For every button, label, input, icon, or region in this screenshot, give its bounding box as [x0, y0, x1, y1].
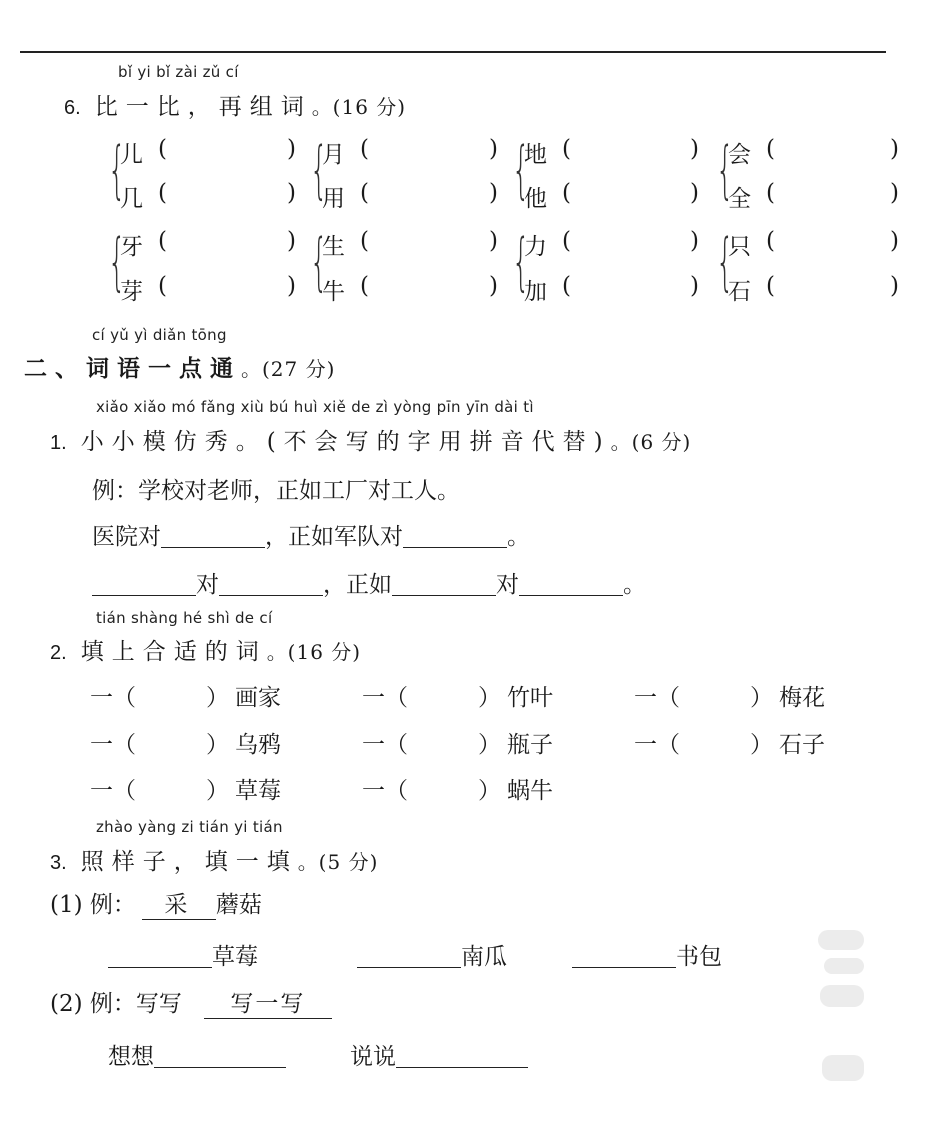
brace-icon: {: [108, 225, 126, 298]
q1-line2-text-b: ，正如军队对: [265, 524, 403, 550]
q3-sub2-item-1: [108, 1038, 286, 1071]
q2-title: 填上合适的词: [80, 639, 267, 665]
answer-blank-open[interactable]: (: [562, 228, 571, 254]
compare-char: 加: [524, 279, 547, 305]
q2-pinyin: tián shàng hé shì de cí: [96, 609, 273, 627]
answer-blank-close: ): [489, 136, 498, 162]
q1-number: 1.: [50, 432, 67, 454]
answer-blank-close: ): [690, 180, 699, 206]
q1-blank-5[interactable]: [392, 571, 496, 596]
measure-word-item: [90, 726, 281, 759]
compare-char: 会: [728, 142, 751, 168]
answer-blank-open[interactable]: (: [158, 273, 167, 299]
answer-blank-close: ): [890, 180, 899, 206]
answer-blank-open[interactable]: (: [562, 273, 571, 299]
q6-score: 。(16 分): [311, 95, 407, 119]
measure-suffix: ）: [478, 732, 501, 758]
q3-heading: [50, 843, 378, 876]
answer-blank-close: ): [690, 273, 699, 299]
q1-blank-3[interactable]: [92, 571, 196, 596]
q3-sub1-item-2: [357, 938, 507, 971]
q3-number: 3.: [50, 852, 67, 874]
measure-word-item: [362, 726, 553, 759]
measure-word-item: [362, 679, 553, 712]
answer-blank-open[interactable]: (: [766, 228, 775, 254]
q3-sub2-blank-2[interactable]: [396, 1043, 528, 1068]
q1-line2-text-c: 。: [507, 524, 530, 550]
measure-suffix: ）: [750, 685, 773, 711]
watermark-mark: [822, 1055, 864, 1081]
q3-pinyin: zhào yàng zi tián yi tián: [96, 818, 283, 836]
measure-suffix: ）: [478, 778, 501, 804]
q2-number: 2.: [50, 642, 67, 664]
measure-prefix: 一（: [90, 732, 136, 758]
section2-title: 二、词语一点通: [24, 355, 241, 382]
compare-char: 牛: [322, 279, 345, 305]
watermark-mark: [824, 958, 864, 974]
compare-char: 牙: [120, 234, 143, 260]
q3-sub2-example: [50, 985, 332, 1019]
q1-title: 小小模仿秀: [80, 429, 236, 455]
measure-noun: 蜗牛: [507, 778, 553, 804]
compare-char: 用: [322, 186, 345, 212]
section2-heading: [24, 350, 335, 383]
compare-char: 只: [728, 234, 751, 260]
answer-blank-close: ): [287, 228, 296, 254]
q1-score: 。(6 分): [610, 430, 692, 454]
measure-noun: 石子: [779, 732, 825, 758]
q1-example: 例：学校对老师，正如工厂对工人。: [92, 478, 460, 504]
compare-char: 月: [322, 142, 345, 168]
q3-sub1-label: (1) 例：: [50, 892, 136, 918]
measure-suffix: ）: [750, 732, 773, 758]
measure-word-item: [90, 772, 281, 805]
compare-char: 力: [524, 234, 547, 260]
q3-score: 。(5 分): [297, 850, 379, 874]
measure-prefix: 一（: [362, 732, 408, 758]
measure-suffix: ）: [206, 778, 229, 804]
answer-blank-open[interactable]: (: [158, 180, 167, 206]
compare-char: 儿: [120, 142, 143, 168]
answer-blank-close: ): [287, 273, 296, 299]
answer-blank-open[interactable]: (: [360, 273, 369, 299]
q1-blank-6[interactable]: [519, 571, 623, 596]
answer-blank-close: ): [890, 136, 899, 162]
brace-icon: {: [108, 133, 126, 206]
q3-sub1-item-1-word: 草莓: [212, 944, 258, 970]
answer-blank-close: ): [287, 136, 296, 162]
q3-sub1-blank-1[interactable]: [108, 943, 212, 968]
answer-blank-open[interactable]: (: [360, 228, 369, 254]
brace-icon: {: [716, 133, 734, 206]
q3-sub1-item-3: [572, 938, 722, 971]
measure-prefix: 一（: [634, 685, 680, 711]
q1-line2: [92, 518, 530, 551]
q1-blank-1[interactable]: [161, 523, 265, 548]
q3-sub2-answer: 写一写: [204, 985, 332, 1019]
section2-score: 。(27 分): [241, 357, 336, 381]
answer-blank-open[interactable]: (: [562, 180, 571, 206]
measure-suffix: ）: [206, 732, 229, 758]
measure-noun: 乌鸦: [235, 732, 281, 758]
measure-noun: 竹叶: [507, 685, 553, 711]
watermark-mark: [818, 930, 864, 950]
brace-icon: {: [310, 225, 328, 298]
answer-blank-close: ): [690, 136, 699, 162]
answer-blank-open[interactable]: (: [360, 136, 369, 162]
answer-blank-open[interactable]: (: [562, 136, 571, 162]
brace-icon: {: [512, 225, 530, 298]
q3-sub2-blank-1[interactable]: [154, 1043, 286, 1068]
answer-blank-close: ): [489, 273, 498, 299]
q1-line2-text-a: 医院对: [92, 524, 161, 550]
brace-icon: {: [512, 133, 530, 206]
measure-word-item: [634, 726, 825, 759]
brace-icon: {: [716, 225, 734, 298]
q1-line3-text-a: 对: [196, 572, 219, 598]
q6-pinyin: bǐ yi bǐ zài zǔ cí: [118, 63, 239, 81]
q2-heading: [50, 633, 361, 666]
q6-number: 6.: [64, 97, 81, 119]
q3-sub2-item-2-word: 说说: [350, 1044, 396, 1070]
answer-blank-close: ): [890, 228, 899, 254]
answer-blank-close: ): [890, 273, 899, 299]
answer-blank-open[interactable]: (: [766, 136, 775, 162]
answer-blank-close: ): [489, 228, 498, 254]
measure-suffix: ）: [206, 685, 229, 711]
measure-noun: 梅花: [779, 685, 825, 711]
compare-char: 石: [728, 279, 751, 305]
q1-line3-text-b: ，正如: [323, 572, 392, 598]
measure-noun: 草莓: [235, 778, 281, 804]
compare-char: 生: [322, 234, 345, 260]
q3-sub2-item-2: [350, 1038, 528, 1071]
q6-heading: [64, 88, 406, 121]
compare-char: 几: [120, 186, 143, 212]
q3-sub1-word: 蘑菇: [215, 892, 262, 918]
q1-heading: [50, 423, 691, 456]
compare-char: 芽: [120, 279, 143, 305]
q3-sub1-item-3-word: 书包: [676, 944, 722, 970]
q3-sub2-item-1-word: 想想: [108, 1044, 154, 1070]
q3-sub1-answer: 采: [142, 886, 216, 920]
q3-sub2-label: (2) 例：写写: [50, 991, 182, 1017]
q3-title: 照样子，填一填: [80, 849, 298, 875]
measure-suffix: ）: [478, 685, 501, 711]
q1-pinyin: xiǎo xiǎo mó fǎng xiù bú huì xiě de zì yòng pīn yīn dài tì: [96, 398, 534, 416]
answer-blank-close: ): [489, 180, 498, 206]
q3-sub1-blank-3[interactable]: [572, 943, 676, 968]
answer-blank-open[interactable]: (: [158, 228, 167, 254]
q3-sub1-blank-2[interactable]: [357, 943, 461, 968]
q1-line3: [92, 566, 646, 599]
q1-blank-2[interactable]: [403, 523, 507, 548]
watermark-mark: [820, 985, 864, 1007]
measure-noun: 瓶子: [507, 732, 553, 758]
measure-prefix: 一（: [90, 778, 136, 804]
measure-noun: 画家: [235, 685, 281, 711]
compare-char: 他: [524, 186, 547, 212]
top-rule: [20, 51, 886, 53]
section2-pinyin: cí yǔ yì diǎn tōng: [92, 326, 227, 344]
q3-sub1-example: [50, 886, 262, 920]
answer-blank-open[interactable]: (: [158, 136, 167, 162]
q1-blank-4[interactable]: [219, 571, 323, 596]
q1-line3-text-c: 对: [496, 572, 519, 598]
measure-prefix: 一（: [634, 732, 680, 758]
answer-blank-open[interactable]: (: [766, 180, 775, 206]
measure-word-item: [634, 679, 825, 712]
measure-prefix: 一（: [362, 685, 408, 711]
brace-icon: {: [310, 133, 328, 206]
q3-sub1-item-1: [108, 938, 258, 971]
q6-title: 比一比，再组词: [94, 94, 312, 120]
q1-note: 。(不会写的字用拼音代替): [235, 429, 611, 455]
measure-prefix: 一（: [90, 685, 136, 711]
measure-word-item: [90, 679, 281, 712]
q2-score: 。(16 分): [266, 640, 362, 664]
answer-blank-close: ): [287, 180, 296, 206]
measure-word-item: [362, 772, 553, 805]
compare-char: 地: [524, 142, 547, 168]
compare-char: 全: [728, 186, 751, 212]
answer-blank-open[interactable]: (: [766, 273, 775, 299]
q3-sub1-item-2-word: 南瓜: [461, 944, 507, 970]
answer-blank-open[interactable]: (: [360, 180, 369, 206]
measure-prefix: 一（: [362, 778, 408, 804]
answer-blank-close: ): [690, 228, 699, 254]
q1-line3-text-d: 。: [623, 572, 646, 598]
